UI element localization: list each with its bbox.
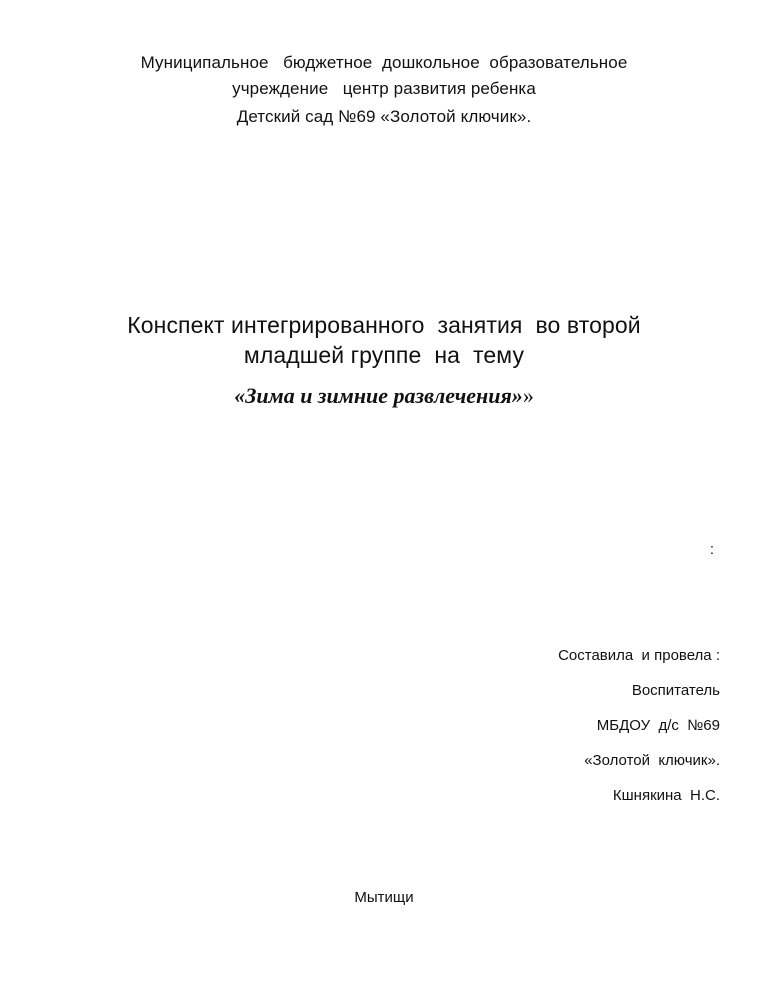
author-position: Воспитатель: [631, 682, 720, 699]
title-line-2: младшей группе на тему: [243, 342, 525, 368]
city: Мытищи: [354, 889, 414, 906]
author-intro: Составила и провела :: [558, 647, 720, 664]
subtitle-text: «Зима и зимние развлечения»: [234, 383, 523, 408]
subtitle: [0, 385, 768, 407]
author-name: Кшнякина Н.С.: [612, 787, 720, 804]
header-line-1: Муниципальное бюджетное дошкольное образовательное: [140, 53, 628, 72]
stray-colon: :: [709, 541, 714, 558]
subtitle-tail: »: [522, 383, 534, 408]
author-institution: МБДОУ д/с №69: [596, 717, 720, 734]
header-line-3: Детский сад №69 «Золотой ключик».: [236, 107, 532, 126]
header-line-2: учреждение центр развития ребенка: [232, 79, 536, 98]
title-line-1: Конспект интегрированного занятия во второй: [127, 312, 641, 338]
author-kindergarten: «Золотой ключик».: [584, 752, 720, 769]
